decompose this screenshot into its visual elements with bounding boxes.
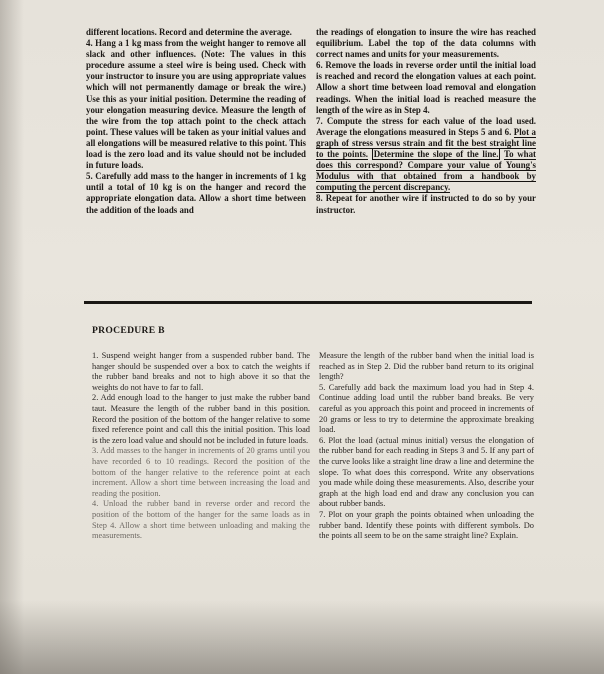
procedure-b-step-4: 4. Unload the rubber band in reverse order and record the position of the bottom of the hanger for the same loads as in Step 4. Allow a short time between unloading and making the measurements.	[92, 499, 310, 541]
upper-right-para-4: 8. Repeat for another wire if instructed to do so by your instructor.	[316, 193, 536, 215]
procedure-b-step-3: 3. Add masses to the hanger in increments of 20 grams until you have recorded 6 to 10 readings. Record the position of the bottom of the hanger relative to the reference point at each increment. Allow a short time between increasing the load and reading the position.	[92, 446, 310, 498]
upper-right-para-2: 6. Remove the loads in reverse order until the initial load is reached and record the elongation values at each point. Allow a short time between load removal and elongation readings. When the initial load is reached measure the length of the wire as in Step 4.	[316, 60, 536, 115]
procedure-b-heading: PROCEDURE B	[92, 325, 165, 336]
procedure-b-step-1: 1. Suspend weight hanger from a suspended rubber band. The hanger should be suspended over a box to catch the weights if the rubber band breaks and not to high above it so that the weights do not have to far to fall.	[92, 351, 310, 392]
photo-shadow-left	[0, 0, 24, 674]
upper-right-para-3	[316, 116, 536, 194]
photo-shadow-bottom	[0, 600, 604, 674]
procedure-b-step-2: 2. Add enough load to the hanger to just make the rubber band taut. Measure the length of the rubber band in this position. Record the position of the bottom of the hanger relative to some fixed reference point and call this the initial position. This load is the zero load value and should not be included in future loads.	[92, 393, 310, 445]
upper-left-para-2: 4. Hang a 1 kg mass from the weight hanger to remove all slack and other influences. (Note: The values in this procedure assume a steel wire is being used. Check with your instructor to insure you are using appropriate values which will not permanently damage or break the wire.) Use this as your initial position. Determine the reading of your elongation measuring device. Measure the length of the wire from the top attach point to the check attach point. These values will be taken as your initial values and all elongations will be measured relative to this point. This load is the zero load and its value should not be included in future loads.	[86, 38, 306, 171]
procedure-b-step-7: 7. Plot on your graph the points obtained when unloading the rubber band. Identify these points with different symbols. Do the points all seem to be on the same straight line? Explain.	[319, 509, 534, 541]
procedure-b-right-para-1: Measure the length of the rubber band when the initial load is reached as in Step 2. Did the rubber band return to its original length?	[319, 351, 534, 382]
procedure-b-right-column	[319, 351, 534, 542]
upper-left-column	[86, 27, 306, 216]
handwritten-underline-plot: Plot a graph of stress versus strain and fit the best straight line to the points.	[316, 126, 536, 160]
procedure-b-step-5: 5. Carefully add back the maximum load you had in Step 4. Continue adding load until the rubber band breaks. Be very careful as you approach this point and proceed in increments of 20 grams or less to try to determine the approximate breaking load.	[319, 382, 534, 435]
procedure-b-step-6: 6. Plot the load (actual minus initial) versus the elongation of the rubber band for each reading in Steps 3 and 5. If any part of the curve looks like a straight line draw a line and determine the slope. To what does this correspond. Write any observations you made while doing these measurements. Also, describe your graph at the high load end and draw any conclusion you can about rubber bands.	[319, 435, 534, 509]
procedure-b-left-column	[92, 351, 310, 542]
upper-left-para-3: 5. Carefully add mass to the hanger in increments of 1 kg until a total of 10 kg is on the hanger and record the appropriate elongation data. Allow a short time between the addition of the loads and	[86, 171, 306, 215]
step-7-text: 7. Compute the stress for each value of the load used. Average the elongations measured in Steps 5 and 6.	[316, 115, 536, 137]
upper-right-column	[316, 27, 536, 216]
section-divider	[84, 301, 532, 304]
handwritten-box-slope: Determine the slope of the line.	[373, 149, 499, 160]
upper-right-para-1: the readings of elongation to insure the wire has reached equilibrium. Label the top of the data columns with correct names and units for your measurements.	[316, 27, 536, 60]
upper-left-para-1: different locations. Record and determine the average.	[86, 27, 292, 37]
step-7-question: To what does this correspond? Compare your value of Young's Modulus with that obtained from a handbook by computing the percent discrepancy.	[316, 149, 536, 193]
